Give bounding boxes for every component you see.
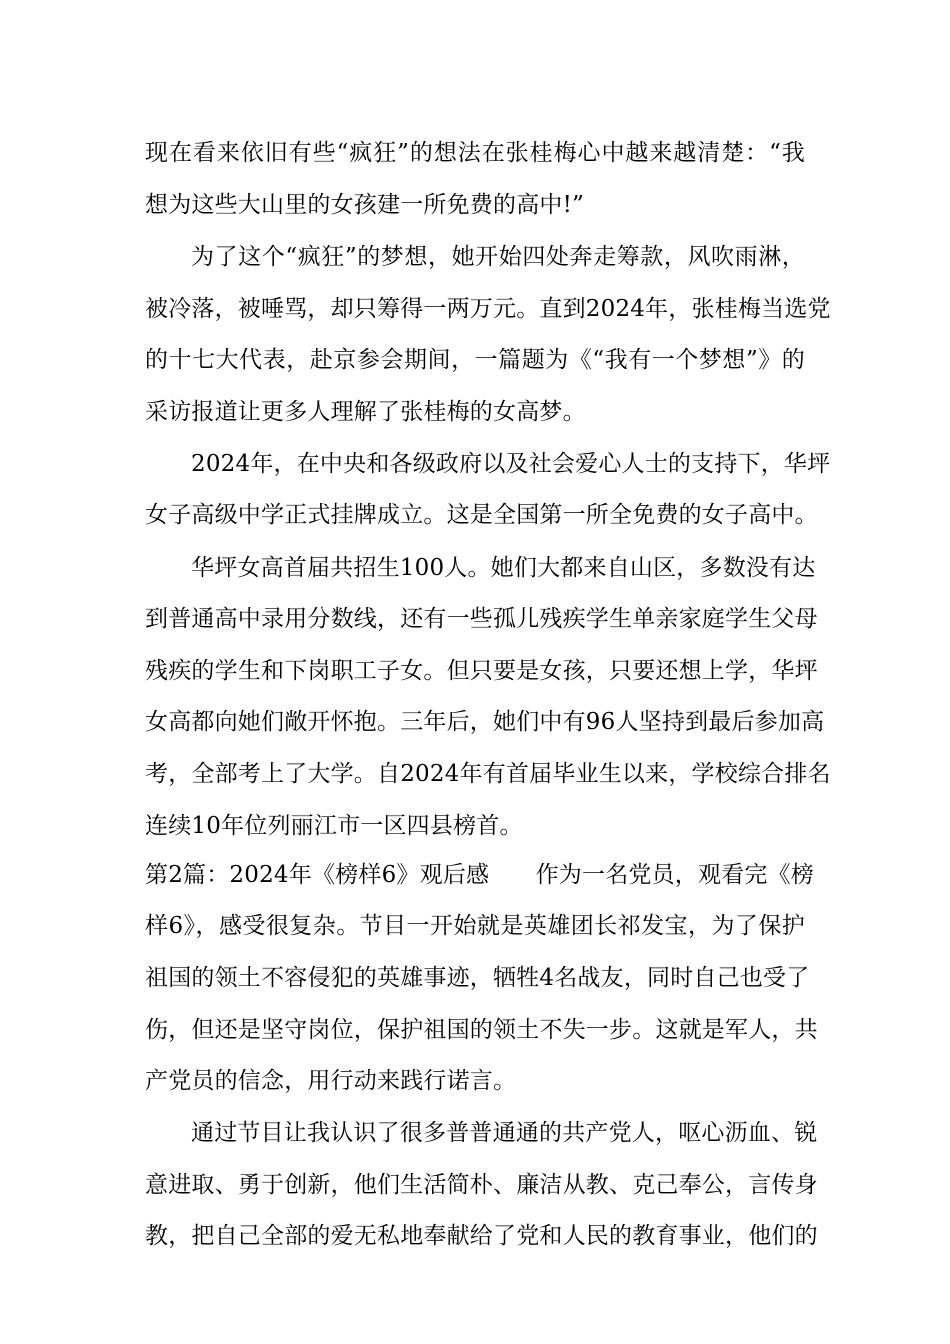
text-line: 被冷落，被唾骂，却只筹得一两万元。直到2024年，张桂梅当选党: [145, 296, 831, 322]
text-line: 想为这些大山里的女孩建一所免费的高中!”: [145, 192, 585, 218]
text-line: 第2篇：2024年《榜样6》观后感 作为一名党员，观看完《榜: [145, 862, 814, 888]
text-line: 2024年，在中央和各级政府以及社会爱心人士的支持下，华坪: [191, 451, 831, 477]
text-line: 伤，但还是坚守岗位，保护祖国的领土不失一步。这就是军人，共: [145, 1017, 818, 1043]
text-line: 考，全部考上了大学。自2024年有首届毕业生以来，学校综合排名: [145, 761, 831, 787]
text-line: 残疾的学生和下岗职工子女。但只要是女孩，只要还想上学，华坪: [145, 658, 818, 684]
text-line: 祖国的领土不容侵犯的英雄事迹，牺牲4名战友，同时自己也受了: [145, 965, 810, 991]
text-line: 到普通高中录用分数线，还有一些孤儿残疾学生单亲家庭学生父母: [145, 606, 818, 632]
text-line: 通过节目让我认识了很多普普通通的共产党人，呕心沥血、锐: [191, 1120, 818, 1146]
text-line: 女子高级中学正式挂牌成立。这是全国第一所全免费的女子高中。: [145, 502, 818, 528]
text-line: 产党员的信念，用行动来践行诺言。: [145, 1068, 517, 1094]
text-line: 采访报道让更多人理解了张桂梅的女高梦。: [145, 399, 586, 425]
text-line: 意进取、勇于创新，他们生活简朴、廉洁从教、克己奉公，言传身: [145, 1172, 818, 1198]
text-line: 的十七大代表，赴京参会期间，一篇题为《“我有一个梦想”》的: [145, 347, 805, 373]
text-line: 样6》，感受很复杂。节目一开始就是英雄团长祁发宝，为了保护: [145, 913, 805, 939]
text-line: 现在看来依旧有些“疯狂”的想法在张桂梅心中越来越清楚：“我: [145, 140, 805, 166]
text-line: 教，把自己全部的爱无私地奉献给了党和人民的教育事业，他们的: [145, 1223, 818, 1249]
text-line: 女高都向她们敞开怀抱。三年后，她们中有96人坚持到最后参加高: [145, 709, 825, 735]
text-line: 连续10年位列丽江市一区四县榜首。: [145, 813, 523, 839]
text-line: 为了这个“疯狂”的梦想，她开始四处奔走筹款，风吹雨淋，: [191, 244, 805, 270]
text-line: 华坪女高首届共招生100人。她们大都来自山区，多数没有达: [191, 555, 816, 581]
